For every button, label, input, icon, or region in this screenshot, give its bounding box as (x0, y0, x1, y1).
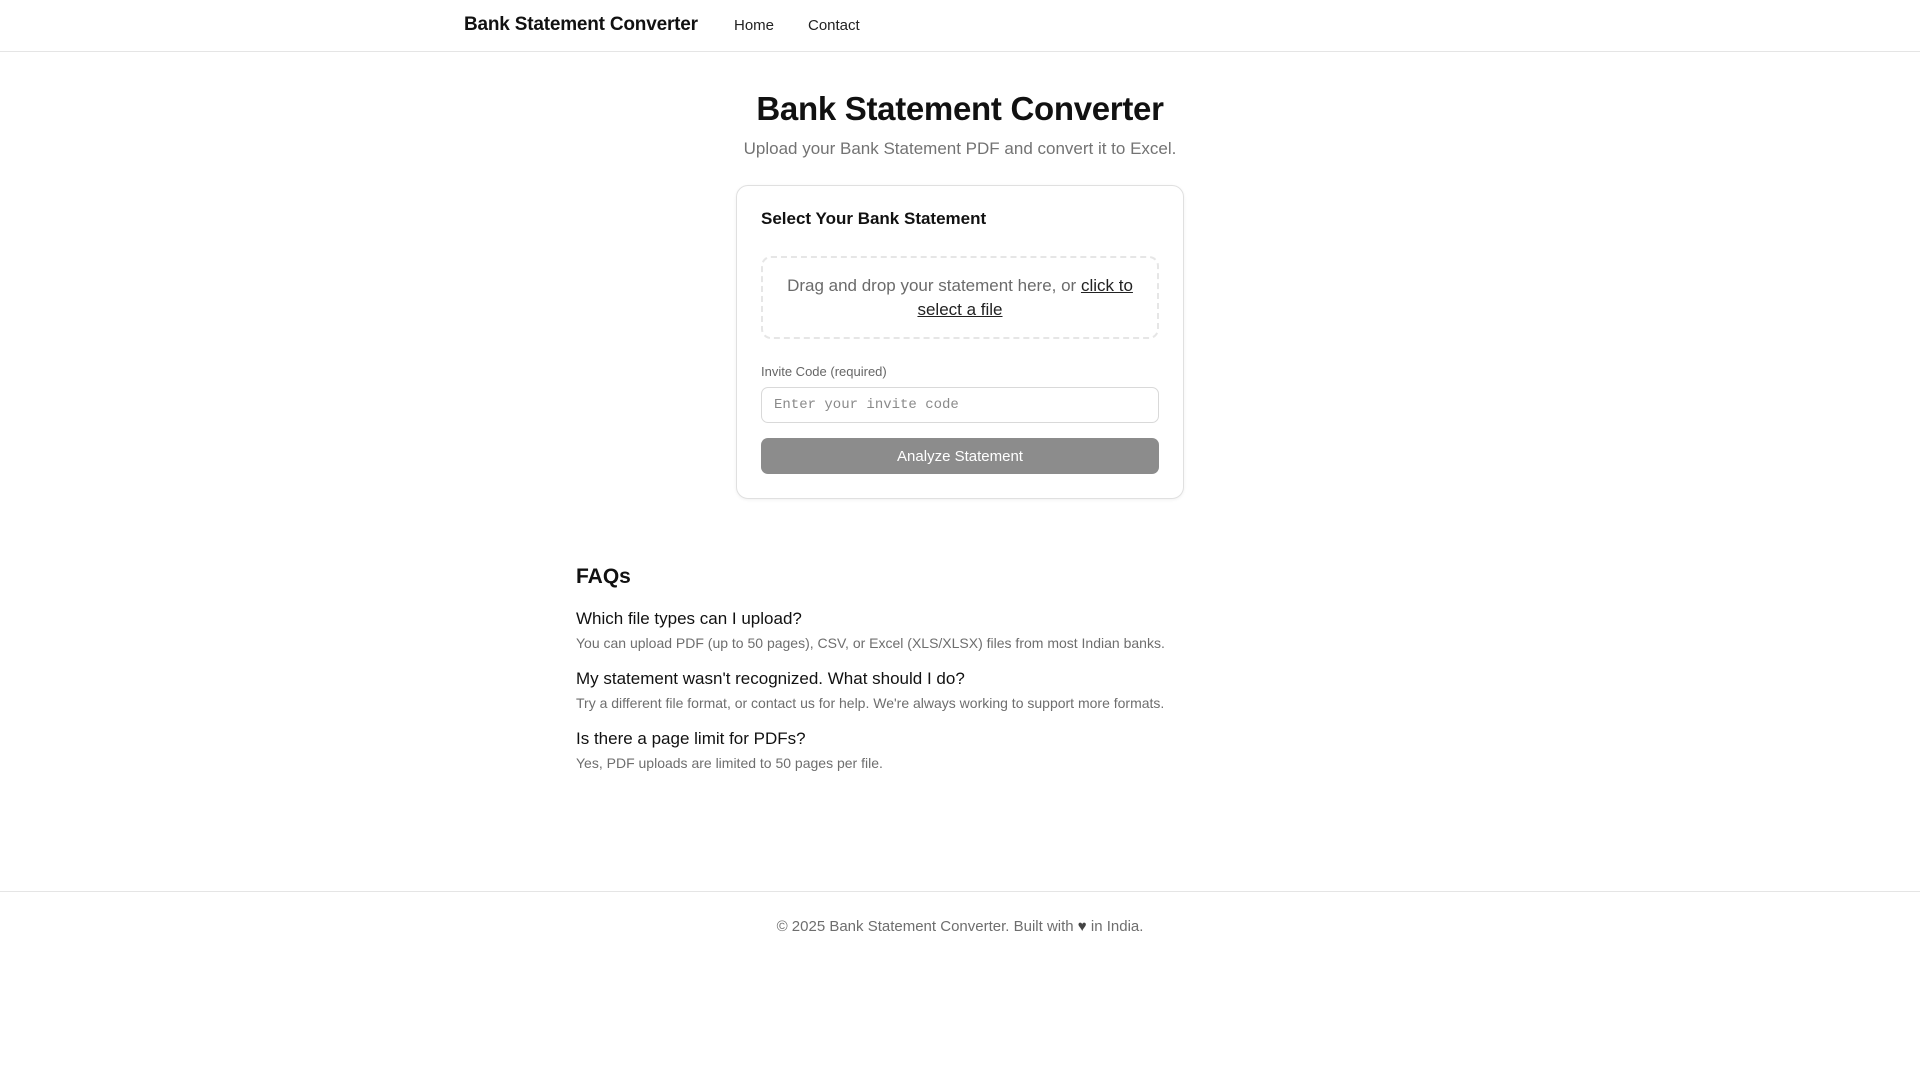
upload-card-title: Select Your Bank Statement (761, 209, 987, 228)
footer-text-start: © 2025 Bank Statement Converter. Built with (776, 918, 1078, 935)
page-subtitle: Upload your Bank Statement PDF and convert it to Excel. (743, 139, 1177, 158)
nav-link-home[interactable]: Home (734, 17, 775, 34)
footer-copyright (0, 918, 1920, 935)
dropzone-instruction: Drag and drop your statement here, or (787, 275, 1081, 295)
invite-code-input[interactable] (761, 387, 1159, 423)
dropzone-text (783, 274, 1137, 322)
faq-question: Is there a page limit for PDFs? (576, 729, 806, 748)
faq-answer: Yes, PDF uploads are limited to 50 pages per file. (576, 755, 883, 771)
page-title: Bank Statement Converter (756, 90, 1164, 127)
faq-question: My statement wasn't recognized. What should I do? (576, 669, 965, 688)
invite-code-label: Invite Code (required) (761, 364, 887, 379)
heart-icon: ♥ (1077, 918, 1087, 935)
nav-link-contact[interactable]: Contact (808, 17, 860, 34)
upload-card (736, 185, 1184, 499)
faq-heading: FAQs (576, 565, 631, 588)
analyze-statement-button[interactable]: Analyze Statement (761, 438, 1159, 474)
faq-item (576, 669, 1376, 711)
page-footer (0, 891, 1920, 1080)
select-file-link[interactable]: click to select a file (917, 275, 1133, 319)
faq-answer: Try a different file format, or contact us for help. We're always working to support more formats. (576, 695, 1165, 711)
faq-item (576, 609, 1376, 651)
faq-answer: You can upload PDF (up to 50 pages), CSV, or Excel (XLS/XLSX) files from most Indian banks. (576, 635, 1165, 651)
top-navbar (0, 0, 1920, 52)
footer-text-end: in India. (1086, 918, 1144, 935)
faq-question: Which file types can I upload? (576, 609, 802, 628)
brand-logo-text[interactable]: Bank Statement Converter (464, 14, 698, 35)
faq-item (576, 729, 1376, 771)
file-dropzone[interactable] (761, 256, 1159, 339)
